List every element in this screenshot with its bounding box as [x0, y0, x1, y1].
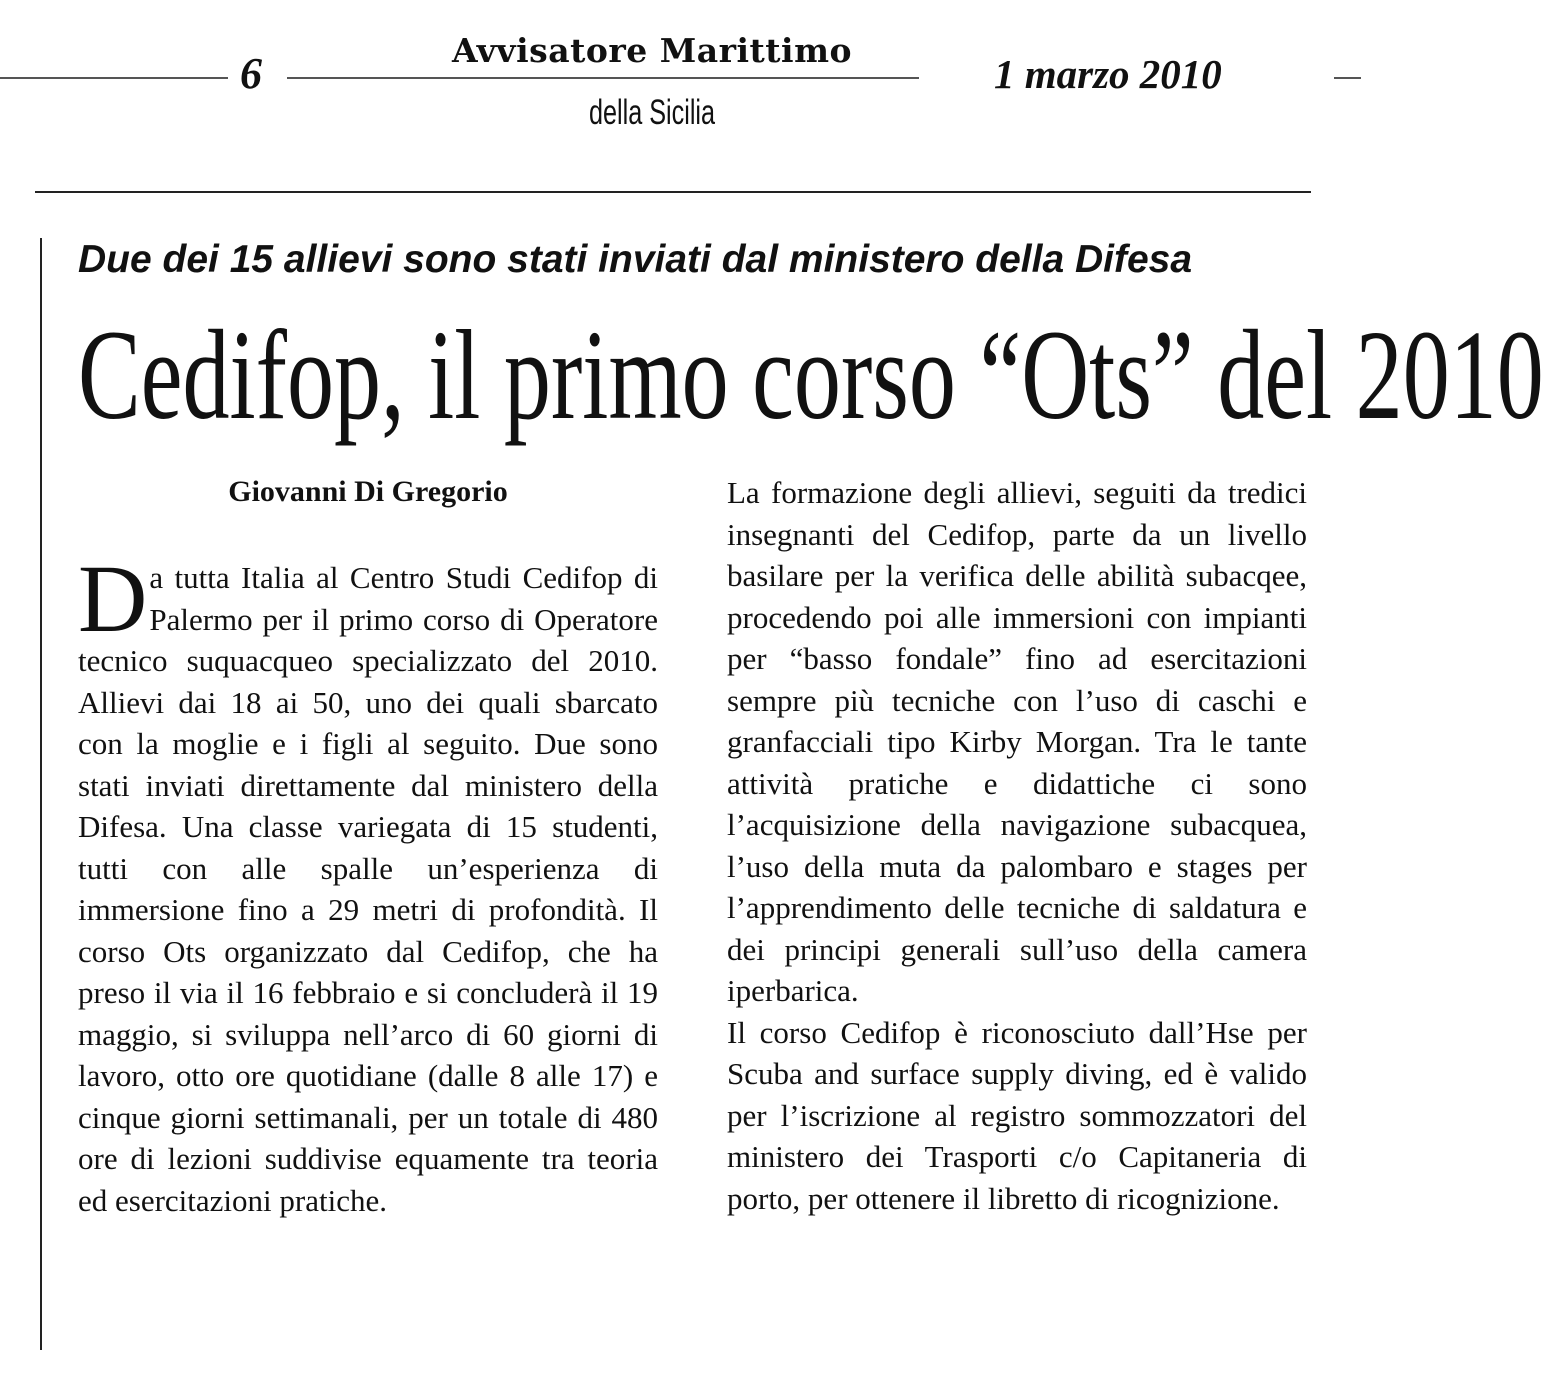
article-margin-rule — [40, 238, 42, 1350]
page-number: 6 — [240, 49, 262, 98]
publication-subtitle: della Sicilia — [588, 93, 716, 132]
article-column-right — [727, 472, 1307, 1219]
article-paragraph-1 — [78, 545, 658, 1221]
issue-date: 1 marzo 2010 — [994, 51, 1222, 97]
article-column-left — [78, 545, 658, 1221]
article-paragraph-3: Il corso Cedifop è riconosciuto dall’Hse per Scuba and surface supply diving, ed è valido per l’iscrizione al registro sommozzatori del ministero dei Trasporti c/o Capitaneria di porto, per ottenere il libretto di ricognizione. — [727, 1014, 1307, 1216]
article-kicker: Due dei 15 allievi sono stati inviati dal ministero della Difesa — [78, 238, 1193, 281]
article-byline: Giovanni Di Gregorio — [228, 475, 508, 508]
article-paragraph-2: La formazione degli allievi, seguiti da tredici insegnanti del Cedifop, parte da un livello basilare per la verifica delle abilità subacqee, procedendo poi alle immersioni con impianti per “basso fondale” fino ad esercitazioni sempre più tecniche con l’uso di caschi e granfacciali tipo Kirby Morgan. Tra le tante attività pratiche e didattiche ci sono l’acquisizione della navigazione subacquea, l’uso della muta da palombaro e stages per l’apprendimento delle tecniche di saldatura e dei principi generali sull’uso della camera iperbarica. — [727, 475, 1307, 1008]
masthead-rule-right — [1334, 77, 1361, 79]
drop-cap: D — [78, 545, 148, 652]
publication-title: Avvisatore Marittimo — [451, 31, 853, 70]
paragraph-1-text: a tutta Italia al Centro Studi Cedifop di Palermo per il primo corso di Operatore tecnico suquacqueo specializzato del 2010. Allievi dai 18 ai 50, uno dei quali sbarcato con la moglie e i figli al seguito. Due sono stati inviati direttamente dal ministero della Difesa. Una classe variegata di 15 studenti, tutti con alle spalle un’esperienza di immersione fino a 29 metri di profondità. Il corso Ots organizzato dal Cedifop, che ha preso il via il 16 febbraio e si concluderà il 19 maggio, si sviluppa nell’arco di 60 giorni di lavoro, otto ore quotidiane (dalle 8 alle 17) e cinque giorni settimanali, per un totale di 480 ore di lezioni suddivise equamente tra teoria ed esercitazioni pratiche. — [78, 560, 658, 1218]
masthead-rule-middle — [287, 77, 919, 79]
masthead-rule-left — [0, 77, 228, 79]
article-headline: Cedifop, il primo corso “Ots” del 2010 — [78, 304, 1544, 446]
header-divider — [35, 191, 1311, 193]
